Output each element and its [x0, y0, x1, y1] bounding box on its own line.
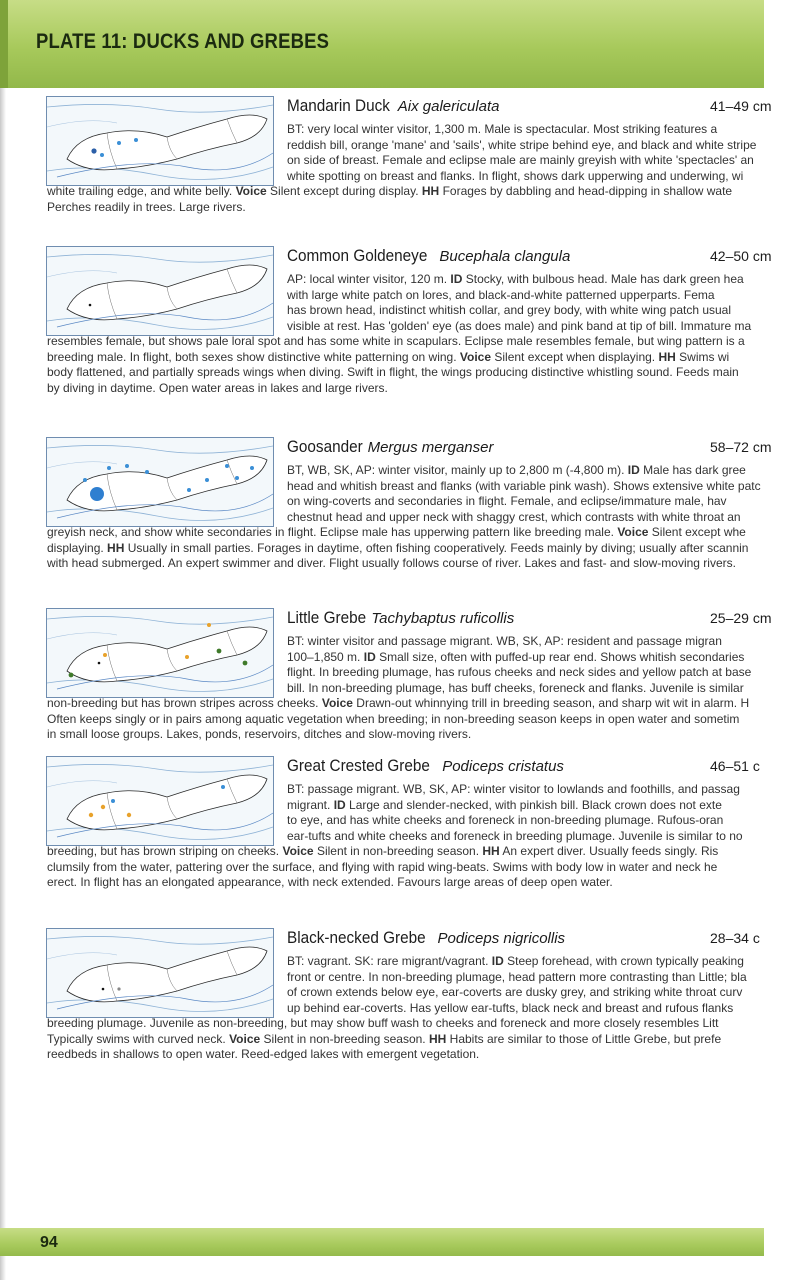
- description-line: head and whitish breast and flanks (with variable pink wash). Shows extensive white patc: [287, 478, 761, 493]
- description-line: Typically swims with curved neck. Voice Silent in non-breeding season. HH Habits are similar to those of Little Grebe, but prefe: [47, 1031, 722, 1046]
- description-full: [47, 696, 764, 743]
- description-full: [47, 525, 764, 572]
- description-line: Perches readily in trees. Large rivers.: [47, 199, 246, 214]
- description-line: up behind ear-coverts. Has yellow ear-tufts, black neck and breast and rufous flanks: [287, 1000, 734, 1015]
- common-name: Great Crested Grebe: [287, 756, 430, 775]
- common-name: Mandarin Duck: [287, 96, 390, 115]
- description-full: [47, 1016, 764, 1063]
- common-name: Common Goldeneye: [287, 246, 428, 265]
- size-range: 28–34 c: [710, 930, 760, 946]
- scientific-name: Tachybaptus ruficollis: [371, 610, 515, 627]
- description-line: breeding, but has brown striping on cheeks. Voice Silent in non-breeding season. HH An expert diver. Usually feeds singly. Ris: [47, 844, 719, 858]
- description-line: on side of breast. Female and eclipse male are mainly greyish with white 'spectacles' an: [287, 153, 754, 167]
- description-side: [287, 634, 764, 696]
- description-line: flight. In breeding plumage, has rufous cheeks and neck sides and yellow patch at base: [287, 665, 752, 679]
- description-line: with large white patch on lores, and black-and-white patterned upperparts. Fema: [287, 287, 715, 302]
- size-range: 58–72 cm: [710, 439, 772, 455]
- scientific-name: Aix galericulata: [397, 98, 500, 115]
- description-line: 100–1,850 m. ID Small size, often with puffed-up rear end. Shows whitish secondaries: [287, 649, 745, 664]
- distribution-map: [46, 756, 274, 846]
- description-line: front or centre. In non-breeding plumage, head pattern more contrasting than Little; bla: [287, 969, 747, 984]
- common-name: Goosander: [287, 437, 363, 456]
- scientific-name: Podiceps cristatus: [442, 758, 564, 775]
- page-number: 94: [40, 1234, 58, 1251]
- description-line: on wing-coverts and secondaries in flight. Female, and eclipse/immature male, hav: [287, 494, 727, 508]
- description-line: BT: vagrant. SK: rare migrant/vagrant. ID Steep forehead, with crown typically peaking: [287, 954, 744, 968]
- description-line: greyish neck, and show white secondaries in flight. Eclipse male has upperwing pattern like breeding male. Voice Silent except whe: [47, 525, 746, 539]
- description-side: [287, 272, 764, 334]
- description-side: [287, 463, 764, 525]
- description-line: BT: passage migrant. WB, SK, AP: winter visitor to lowlands and foothills, and passag: [287, 782, 740, 796]
- description-line: resembles female, but shows pale loral spot and has some white in scapulars. Eclipse male resembles female, but wing pattern is a: [47, 334, 745, 348]
- description-line: body flattened, and partially spreads wings when diving. Swift in flight, the wings producing distinctive whistling sound. Feeds main: [47, 365, 739, 379]
- description-line: reedbeds in shallows to open water. Reed-edged lakes with emergent vegetation.: [47, 1047, 480, 1061]
- common-name: Little Grebe: [287, 608, 367, 627]
- description-line: ear-tufts and white cheeks and foreneck in breeding plumage. Juvenile is similar to no: [287, 828, 743, 843]
- description-line: white trailing edge, and white belly. Voice Silent except during display. HH Forages by dabbling and head-dipping in shallow wate: [47, 184, 733, 198]
- description-line: reddish bill, orange 'mane' and 'sails', white stripe behind eye, and black and white stripe: [287, 137, 757, 152]
- description-line: non-breeding but has brown stripes across cheeks. Voice Drawn-out whinnying trill in breeding season, and sharp wit wit in alarm. H: [47, 696, 750, 710]
- distribution-map: [46, 928, 274, 1018]
- description-line: migrant. ID Large and slender-necked, with pinkish bill. Black crown does not exte: [287, 797, 722, 812]
- size-range: 25–29 cm: [710, 610, 772, 626]
- distribution-map: [46, 437, 274, 527]
- description-line: to eye, and has white cheeks and foreneck in non-breeding plumage. Rufous-oran: [287, 813, 724, 827]
- size-range: 41–49 cm: [710, 98, 772, 114]
- page-edge-shadow: [0, 0, 6, 1280]
- distribution-map: [46, 246, 274, 336]
- scientific-name: Bucephala clangula: [439, 248, 571, 265]
- description-line: BT: very local winter visitor, 1,300 m. Male is spectacular. Most striking features a: [287, 122, 718, 136]
- header-left-strip: [0, 0, 8, 88]
- common-name: Black-necked Grebe: [287, 928, 426, 947]
- description-line: in small loose groups. Lakes, ponds, reservoirs, ditches and slow-moving rivers.: [47, 727, 472, 741]
- description-side: [287, 782, 764, 844]
- description-line: BT, WB, SK, AP: winter visitor, mainly up to 2,800 m (-4,800 m). ID Male has dark gree: [287, 463, 746, 477]
- scientific-name: Mergus merganser: [367, 439, 494, 456]
- description-line: clumsily from the water, pattering over the surface, and flying with rapid wing-beats. Swims with body low in water and neck he: [47, 859, 718, 874]
- description-full: [47, 844, 764, 891]
- description-line: chestnut head and upper neck with shaggy crest, which contrasts with white throat an: [287, 509, 741, 524]
- description-line: by diving in daytime. Open water areas in lakes and large rivers.: [47, 380, 388, 395]
- description-line: breeding male. In flight, both sexes show distinctive white patterning on wing. Voice Silent except when displaying. HH Swims wi: [47, 349, 730, 364]
- size-range: 46–51 c: [710, 758, 760, 774]
- description-line: white spotting on breast and flanks. In flight, shows dark upperwing and underwing, wi: [287, 168, 744, 183]
- distribution-map: [46, 96, 274, 186]
- distribution-map: [46, 608, 274, 698]
- description-line: AP: local winter visitor, 120 m. ID Stocky, with bulbous head. Male has dark green hea: [287, 272, 744, 286]
- scientific-name: Podiceps nigricollis: [437, 930, 566, 947]
- description-full: [47, 334, 764, 396]
- description-side: [287, 954, 764, 1016]
- description-line: breeding plumage. Juvenile as non-breeding, but may show buff wash to cheeks and foreneck and more closely resembles Litt: [47, 1016, 719, 1030]
- description-line: Often keeps singly or in pairs among aquatic vegetation when breeding; in non-breeding season keeps in open water and sometim: [47, 711, 740, 726]
- description-line: BT: winter visitor and passage migrant. WB, SK, AP: resident and passage migran: [287, 634, 722, 648]
- description-full: [47, 184, 764, 215]
- page-footer: [0, 1228, 764, 1256]
- description-line: displaying. HH Usually in small parties. Forages in daytime, often fishing cooperatively. Feeds mainly by diving; usually after scannin: [47, 540, 749, 555]
- description-line: erect. In flight has an elongated appearance, with neck extended. Favours large areas of deep open water.: [47, 875, 613, 889]
- description-line: visible at rest. Has 'golden' eye (as does male) and pink band at tip of bill. Immature ma: [287, 318, 752, 333]
- description-side: [287, 122, 764, 184]
- description-line: of crown extends below eye, ear-coverts are dusky grey, and striking white throat curv: [287, 985, 743, 999]
- description-line: with head submerged. An expert swimmer and diver. Flight usually follows course of river. Lakes and fast- and slow-moving rivers.: [47, 556, 736, 570]
- description-line: has brown head, indistinct whitish collar, and grey body, with white wing patch usual: [287, 303, 732, 317]
- plate-title: PLATE 11: DUCKS AND GREBES: [36, 30, 330, 53]
- description-line: bill. In non-breeding plumage, has buff cheeks, foreneck and flanks. Juvenile is similar: [287, 680, 744, 695]
- size-range: 42–50 cm: [710, 248, 772, 264]
